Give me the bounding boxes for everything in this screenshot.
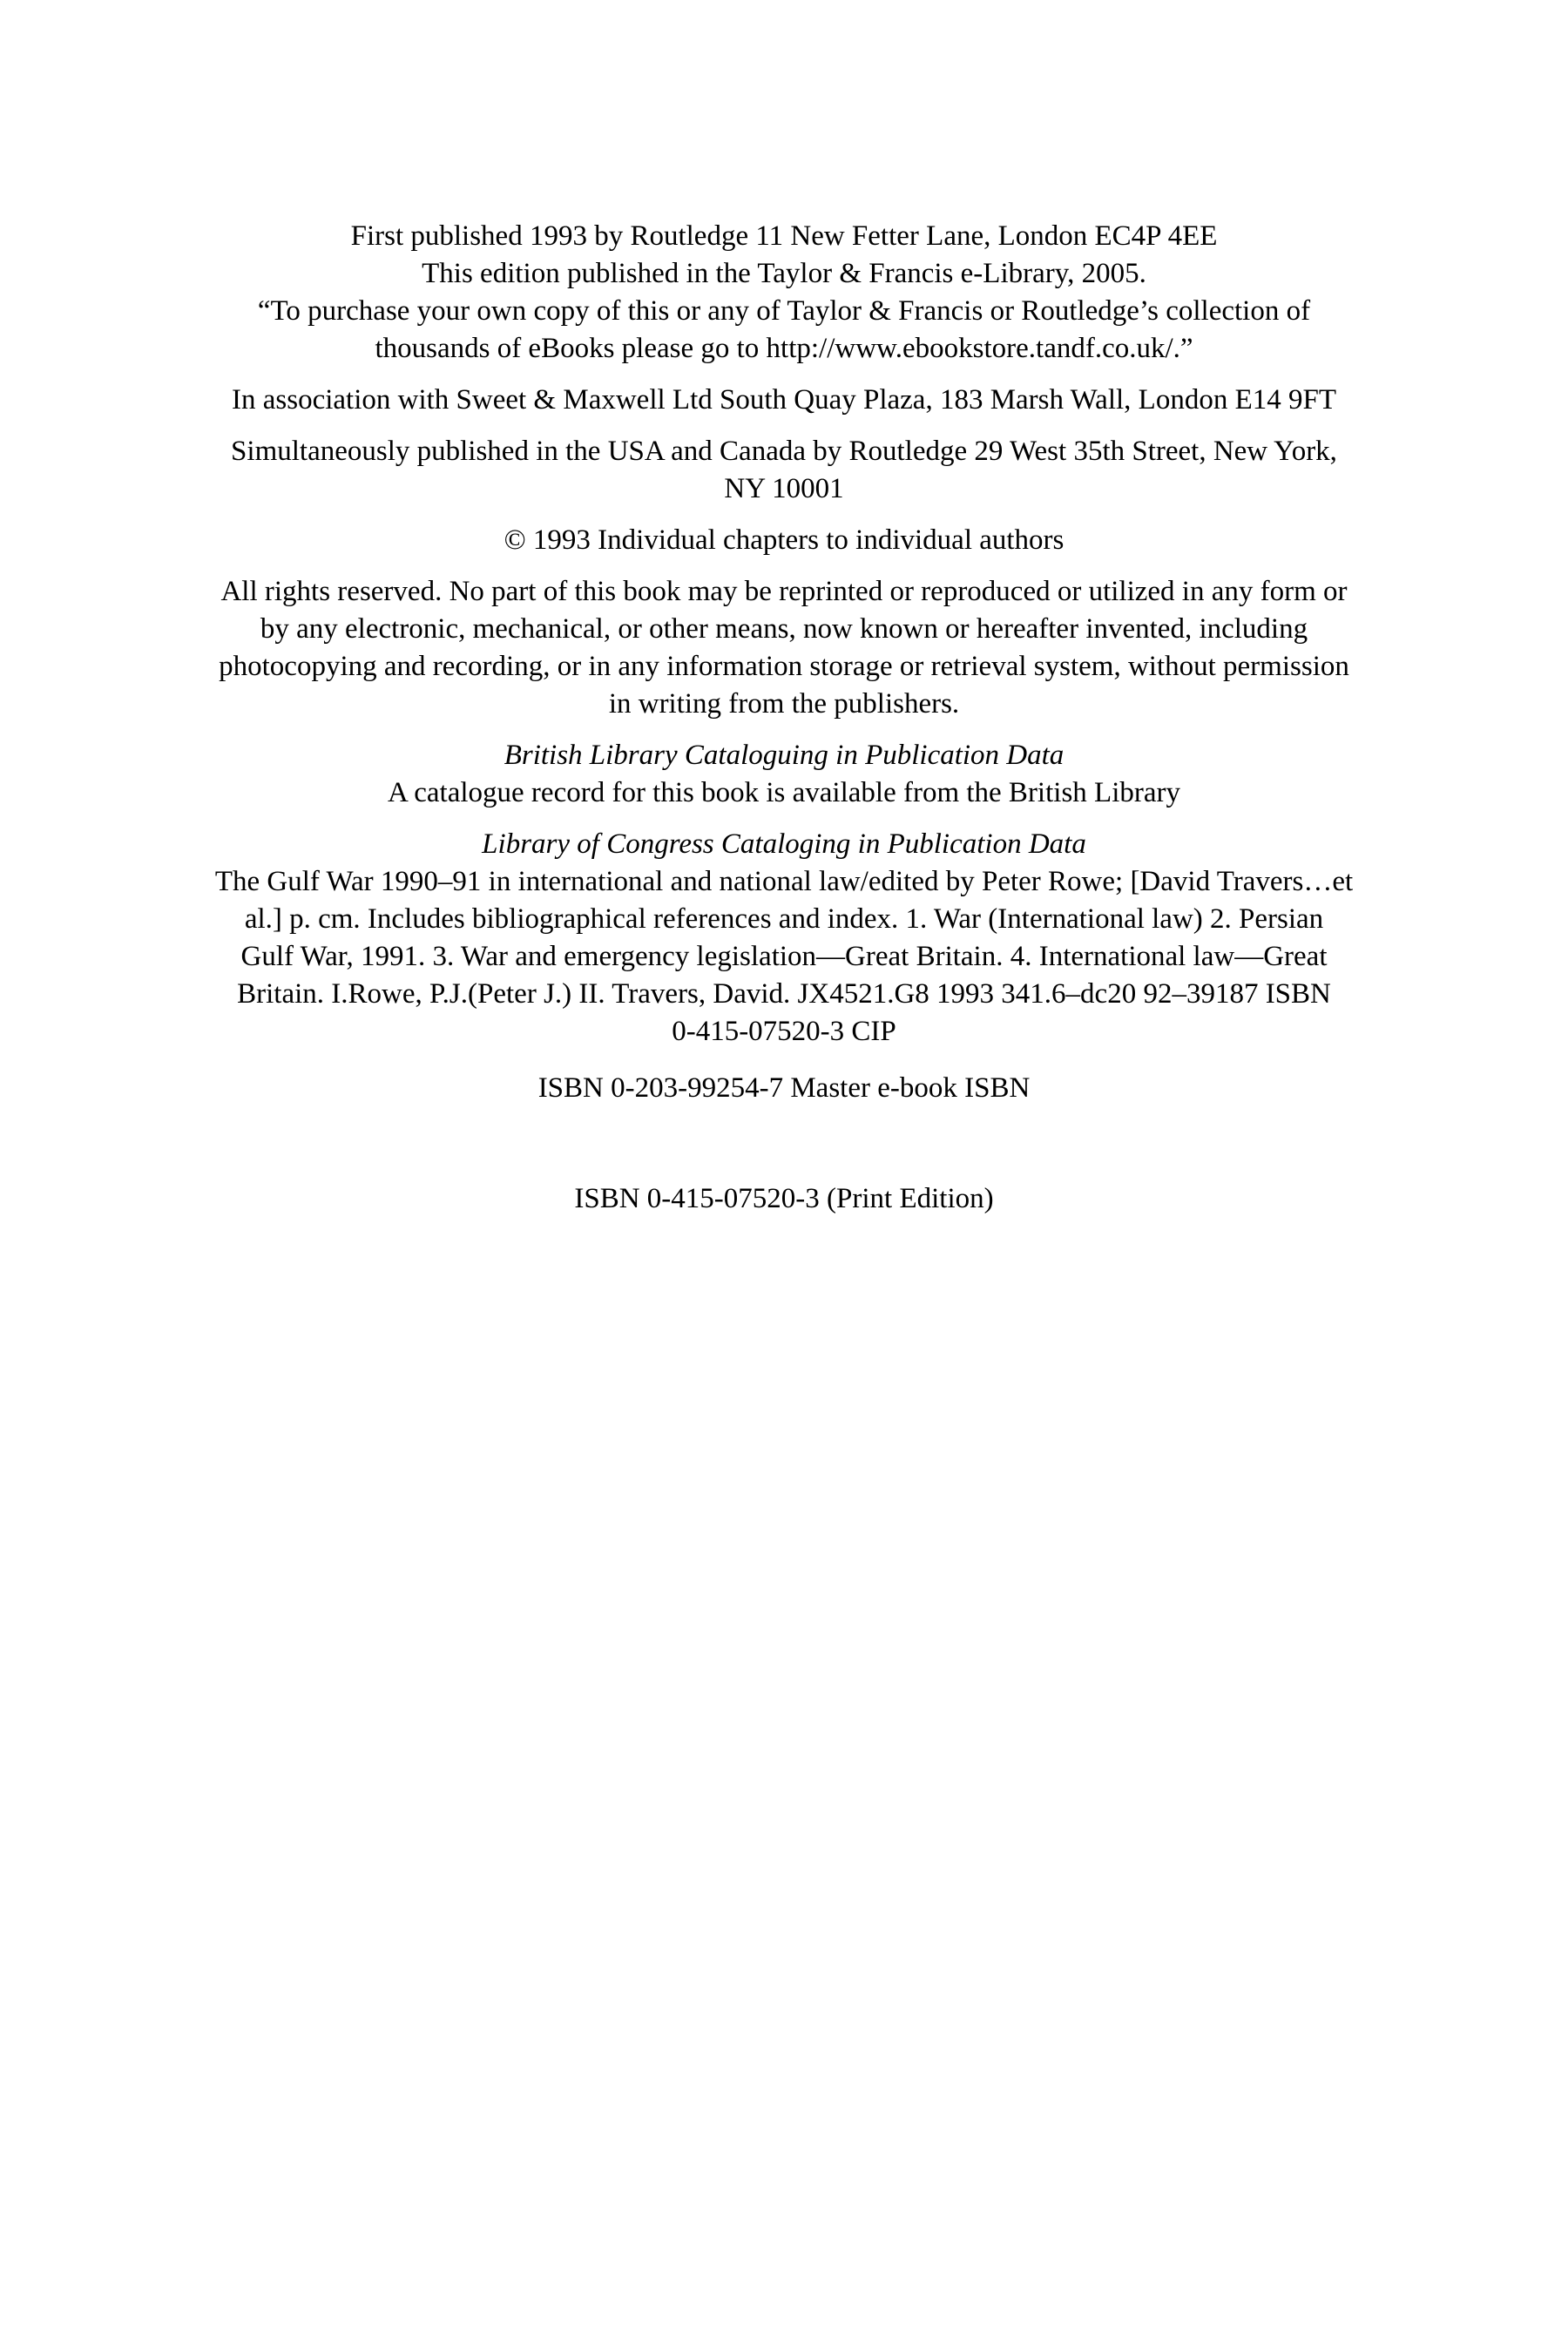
- rights-line: All rights reserved. No part of this book may be reprinted or reproduced or utilized in any form or: [220, 576, 1348, 607]
- simultaneous-line: NY 10001: [724, 473, 844, 504]
- british-library-cataloguing: [122, 737, 1446, 812]
- copyright-notice: [122, 522, 1446, 559]
- publication-line: thousands of eBooks please go to http://www.ebookstore.tandf.co.uk/.”: [375, 333, 1193, 364]
- copyright-line: © 1993 Individual chapters to individual authors: [504, 524, 1064, 556]
- isbn-print-edition: [122, 1180, 1446, 1218]
- isbn-print-line: ISBN 0-415-07520-3 (Print Edition): [574, 1183, 994, 1214]
- cataloging-line: al.] p. cm. Includes bibliographical references and index. 1. War (International law) 2. Persian: [244, 903, 1324, 935]
- publication-line: “To purchase your own copy of this or any of Taylor & Francis or Routledge’s collection of: [257, 295, 1311, 327]
- publication-line: This edition published in the Taylor & Francis e-Library, 2005.: [422, 258, 1146, 289]
- rights-line: photocopying and recording, or in any information storage or retrieval system, without permission: [219, 651, 1349, 682]
- british-library-text: A catalogue record for this book is available from the British Library: [388, 777, 1180, 808]
- british-library-heading: British Library Cataloguing in Publication Data: [504, 740, 1064, 771]
- isbn-master-ebook: [122, 1070, 1446, 1107]
- cataloging-line: The Gulf War 1990–91 in international and national law/edited by Peter Rowe; [David Travers…et: [214, 866, 1354, 897]
- simultaneous-line: Simultaneously published in the USA and Canada by Routledge 29 West 35th Street, New York,: [231, 436, 1337, 467]
- publication-statement: [122, 218, 1446, 368]
- isbn-master-line: ISBN 0-203-99254-7 Master e-book ISBN: [537, 1072, 1031, 1104]
- rights-line: by any electronic, mechanical, or other means, now known or hereafter invented, including: [260, 613, 1308, 645]
- cataloging-line: 0-415-07520-3 CIP: [672, 1016, 896, 1047]
- cataloging-line: Gulf War, 1991. 3. War and emergency legislation—Great Britain. 4. International law—Great: [240, 941, 1328, 972]
- imprint-text: [122, 218, 1446, 1218]
- simultaneous-publication-statement: [122, 433, 1446, 508]
- association-line: In association with Sweet & Maxwell Ltd South Quay Plaza, 183 Marsh Wall, London E14 9FT: [232, 384, 1336, 416]
- publication-line: First published 1993 by Routledge 11 New Fetter Lane, London EC4P 4EE: [350, 220, 1218, 252]
- rights-line: in writing from the publishers.: [608, 688, 960, 720]
- library-of-congress-heading: Library of Congress Cataloging in Publication Data: [482, 828, 1086, 860]
- rights-statement: [122, 573, 1446, 723]
- association-statement: [122, 382, 1446, 419]
- cataloging-line: Britain. I.Rowe, P.J.(Peter J.) II. Travers, David. JX4521.G8 1993 341.6–dc20 92–39187 ISBN: [237, 978, 1331, 1010]
- library-of-congress-cataloging: [122, 826, 1446, 1051]
